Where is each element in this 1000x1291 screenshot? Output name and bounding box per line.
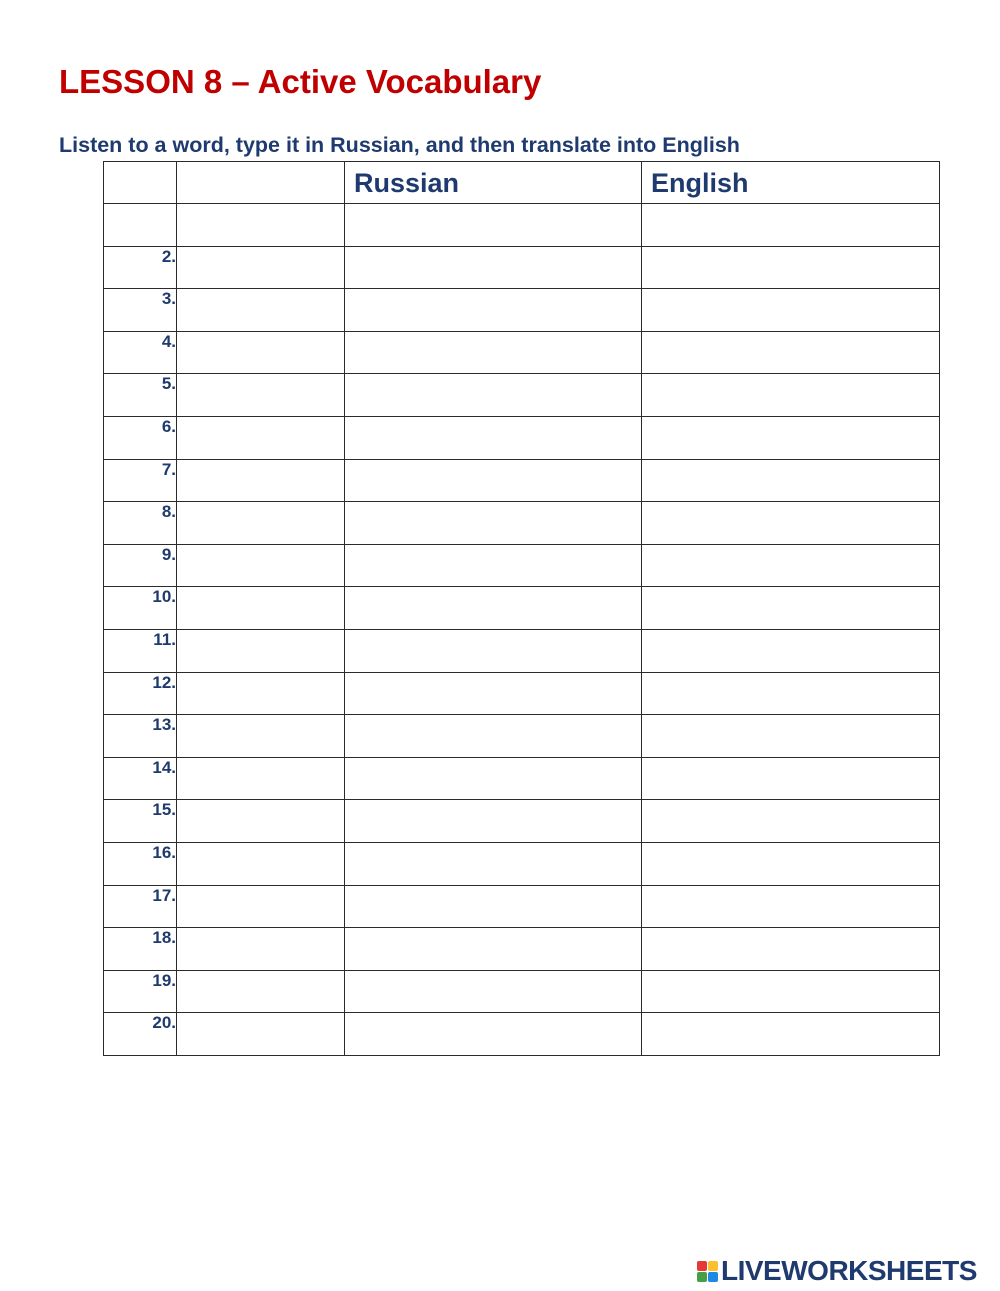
row-number: 11. [104, 629, 177, 672]
table-row [104, 204, 940, 247]
russian-input[interactable] [345, 768, 641, 789]
english-input[interactable] [642, 640, 939, 661]
audio-cell[interactable] [177, 374, 345, 417]
table-row [104, 331, 940, 374]
russian-cell [345, 331, 642, 374]
english-cell [642, 331, 940, 374]
english-cell [642, 289, 940, 332]
audio-cell[interactable] [177, 885, 345, 928]
row-number: 3. [104, 289, 177, 332]
audio-cell[interactable] [177, 502, 345, 545]
row-number: 9. [104, 544, 177, 587]
english-input[interactable] [642, 725, 939, 746]
english-cell [642, 544, 940, 587]
russian-cell [345, 970, 642, 1013]
russian-input[interactable] [345, 938, 641, 959]
audio-cell[interactable] [177, 246, 345, 289]
english-input[interactable] [642, 385, 939, 406]
english-cell [642, 970, 940, 1013]
english-input[interactable] [642, 299, 939, 320]
liveworksheets-logo [697, 1257, 977, 1285]
russian-input[interactable] [345, 683, 641, 704]
russian-input[interactable] [345, 598, 641, 619]
english-cell [642, 842, 940, 885]
row-number: 20. [104, 1013, 177, 1056]
header-audio [177, 162, 345, 204]
english-cell [642, 587, 940, 630]
table-row [104, 629, 940, 672]
audio-cell[interactable] [177, 970, 345, 1013]
table-row [104, 757, 940, 800]
audio-cell[interactable] [177, 544, 345, 587]
audio-cell[interactable] [177, 459, 345, 502]
audio-cell[interactable] [177, 928, 345, 971]
russian-input[interactable] [345, 299, 641, 320]
table-row [104, 374, 940, 417]
instructions: Listen to a word, type it in Russian, and then translate into English [59, 133, 740, 157]
audio-cell[interactable] [177, 331, 345, 374]
english-cell [642, 1013, 940, 1056]
row-number [104, 204, 177, 247]
table-row [104, 715, 940, 758]
russian-cell [345, 204, 642, 247]
russian-input[interactable] [345, 385, 641, 406]
russian-cell [345, 246, 642, 289]
english-input[interactable] [642, 257, 939, 278]
russian-cell [345, 374, 642, 417]
audio-cell[interactable] [177, 416, 345, 459]
russian-input[interactable] [345, 811, 641, 832]
audio-cell[interactable] [177, 629, 345, 672]
english-input[interactable] [642, 683, 939, 704]
table-row [104, 544, 940, 587]
row-number: 6. [104, 416, 177, 459]
english-input[interactable] [642, 214, 939, 235]
english-input[interactable] [642, 512, 939, 533]
russian-cell [345, 842, 642, 885]
english-input[interactable] [642, 427, 939, 448]
russian-input[interactable] [345, 214, 641, 235]
russian-cell [345, 289, 642, 332]
table-row [104, 502, 940, 545]
audio-cell[interactable] [177, 289, 345, 332]
english-cell [642, 928, 940, 971]
english-input[interactable] [642, 981, 939, 1002]
header-russian: Russian [345, 162, 642, 204]
row-number: 14. [104, 757, 177, 800]
russian-cell [345, 757, 642, 800]
table-row [104, 842, 940, 885]
audio-cell[interactable] [177, 800, 345, 843]
russian-input[interactable] [345, 342, 641, 363]
brand-name: LIVEWORKSHEETS [721, 1255, 977, 1286]
english-cell [642, 416, 940, 459]
russian-cell [345, 502, 642, 545]
table-row [104, 246, 940, 289]
russian-input[interactable] [345, 896, 641, 917]
english-cell [642, 246, 940, 289]
table-row [104, 1013, 940, 1056]
audio-cell[interactable] [177, 757, 345, 800]
english-input[interactable] [642, 896, 939, 917]
english-cell [642, 885, 940, 928]
english-cell [642, 204, 940, 247]
english-cell [642, 800, 940, 843]
table-row [104, 800, 940, 843]
russian-cell [345, 1013, 642, 1056]
english-input[interactable] [642, 811, 939, 832]
russian-input[interactable] [345, 512, 641, 533]
russian-input[interactable] [345, 555, 641, 576]
table-row [104, 416, 940, 459]
english-input[interactable] [642, 938, 939, 959]
english-input[interactable] [642, 853, 939, 874]
english-cell [642, 629, 940, 672]
table-row [104, 459, 940, 502]
english-cell [642, 374, 940, 417]
english-cell [642, 715, 940, 758]
english-cell [642, 459, 940, 502]
russian-cell [345, 800, 642, 843]
table-row [104, 587, 940, 630]
russian-input[interactable] [345, 1024, 641, 1045]
lesson-title: LESSON 8 – Active Vocabulary [59, 63, 542, 100]
vocabulary-table [103, 161, 940, 1056]
table-row [104, 672, 940, 715]
table-row [104, 885, 940, 928]
russian-input[interactable] [345, 257, 641, 278]
russian-cell [345, 629, 642, 672]
row-number: 17. [104, 885, 177, 928]
row-number: 10. [104, 587, 177, 630]
row-number: 18. [104, 928, 177, 971]
row-number: 4. [104, 331, 177, 374]
english-input[interactable] [642, 342, 939, 363]
audio-cell[interactable] [177, 842, 345, 885]
english-cell [642, 502, 940, 545]
row-number: 12. [104, 672, 177, 715]
russian-input[interactable] [345, 470, 641, 491]
english-input[interactable] [642, 768, 939, 789]
russian-input[interactable] [345, 981, 641, 1002]
russian-cell [345, 715, 642, 758]
audio-cell[interactable] [177, 587, 345, 630]
russian-input[interactable] [345, 640, 641, 661]
english-input[interactable] [642, 1024, 939, 1045]
row-number: 7. [104, 459, 177, 502]
row-number: 19. [104, 970, 177, 1013]
row-number: 13. [104, 715, 177, 758]
audio-cell[interactable] [177, 672, 345, 715]
english-cell [642, 757, 940, 800]
russian-input[interactable] [345, 853, 641, 874]
russian-input[interactable] [345, 427, 641, 448]
russian-cell [345, 587, 642, 630]
row-number: 2. [104, 246, 177, 289]
russian-cell [345, 885, 642, 928]
table-row [104, 970, 940, 1013]
audio-cell[interactable] [177, 204, 345, 247]
row-number: 8. [104, 502, 177, 545]
russian-input[interactable] [345, 725, 641, 746]
russian-cell [345, 459, 642, 502]
audio-cell[interactable] [177, 1013, 345, 1056]
audio-cell[interactable] [177, 715, 345, 758]
row-number: 5. [104, 374, 177, 417]
russian-cell [345, 416, 642, 459]
row-number: 15. [104, 800, 177, 843]
header-english: English [642, 162, 940, 204]
table-header-row [104, 162, 940, 204]
header-number [104, 162, 177, 204]
table-row [104, 928, 940, 971]
english-cell [642, 672, 940, 715]
russian-cell [345, 544, 642, 587]
russian-cell [345, 928, 642, 971]
liveworksheets-icon [697, 1261, 718, 1282]
english-input[interactable] [642, 470, 939, 491]
row-number: 16. [104, 842, 177, 885]
russian-cell [345, 672, 642, 715]
table-row [104, 289, 940, 332]
english-input[interactable] [642, 598, 939, 619]
english-input[interactable] [642, 555, 939, 576]
